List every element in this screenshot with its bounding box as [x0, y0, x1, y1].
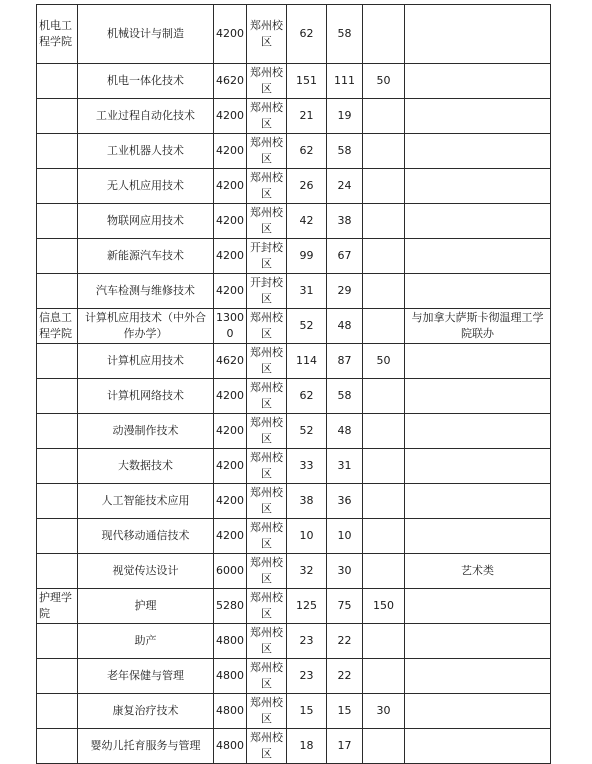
tuition-cell: 4800 — [214, 694, 247, 729]
college-cell — [37, 134, 78, 169]
college-cell: 信息工程学院 — [37, 309, 78, 344]
major-cell: 助产 — [78, 624, 214, 659]
plan-count-cell: 31 — [287, 274, 327, 309]
table-row — [37, 274, 551, 309]
major-cell: 工业机器人技术 — [78, 134, 214, 169]
tuition-cell: 4200 — [214, 239, 247, 274]
campus-cell: 郑州校区 — [247, 694, 287, 729]
major-cell: 机电一体化技术 — [78, 64, 214, 99]
count-cell: 30 — [327, 554, 363, 589]
major-cell: 汽车检测与维修技术 — [78, 274, 214, 309]
extra-count-cell — [363, 204, 405, 239]
major-cell: 老年保健与管理 — [78, 659, 214, 694]
count-cell: 67 — [327, 239, 363, 274]
table-row — [37, 64, 551, 99]
note-cell — [405, 624, 551, 659]
college-cell — [37, 729, 78, 764]
college-cell — [37, 239, 78, 274]
table-row — [37, 519, 551, 554]
plan-count-cell: 62 — [287, 134, 327, 169]
table-row — [37, 414, 551, 449]
extra-count-cell — [363, 519, 405, 554]
major-cell: 康复治疗技术 — [78, 694, 214, 729]
extra-count-cell — [363, 5, 405, 64]
note-cell — [405, 414, 551, 449]
table-row — [37, 239, 551, 274]
extra-count-cell — [363, 169, 405, 204]
count-cell: 36 — [327, 484, 363, 519]
campus-cell: 郑州校区 — [247, 659, 287, 694]
table-row — [37, 484, 551, 519]
tuition-cell: 4200 — [214, 204, 247, 239]
plan-count-cell: 42 — [287, 204, 327, 239]
tuition-cell: 4200 — [214, 99, 247, 134]
table-row — [37, 449, 551, 484]
major-cell: 计算机应用技术 — [78, 344, 214, 379]
plan-count-cell: 52 — [287, 309, 327, 344]
major-cell: 护理 — [78, 589, 214, 624]
extra-count-cell — [363, 99, 405, 134]
tuition-cell: 4200 — [214, 449, 247, 484]
count-cell: 15 — [327, 694, 363, 729]
count-cell: 29 — [327, 274, 363, 309]
note-cell — [405, 729, 551, 764]
plan-count-cell: 38 — [287, 484, 327, 519]
count-cell: 48 — [327, 309, 363, 344]
college-cell — [37, 99, 78, 134]
tuition-cell: 4620 — [214, 344, 247, 379]
campus-cell: 郑州校区 — [247, 379, 287, 414]
campus-cell: 郑州校区 — [247, 204, 287, 239]
campus-cell: 郑州校区 — [247, 309, 287, 344]
college-cell — [37, 624, 78, 659]
major-cell: 婴幼儿托育服务与管理 — [78, 729, 214, 764]
note-cell — [405, 484, 551, 519]
note-cell — [405, 519, 551, 554]
tuition-cell: 6000 — [214, 554, 247, 589]
table-row — [37, 5, 551, 64]
college-cell — [37, 694, 78, 729]
extra-count-cell — [363, 414, 405, 449]
extra-count-cell — [363, 239, 405, 274]
tuition-cell: 4200 — [214, 169, 247, 204]
note-cell — [405, 274, 551, 309]
campus-cell: 郑州校区 — [247, 344, 287, 379]
extra-count-cell: 50 — [363, 344, 405, 379]
count-cell: 38 — [327, 204, 363, 239]
college-cell — [37, 484, 78, 519]
major-cell: 动漫制作技术 — [78, 414, 214, 449]
enrollment-table — [36, 4, 551, 764]
plan-count-cell: 26 — [287, 169, 327, 204]
tuition-cell: 4200 — [214, 134, 247, 169]
extra-count-cell — [363, 659, 405, 694]
plan-count-cell: 62 — [287, 5, 327, 64]
campus-cell: 郑州校区 — [247, 64, 287, 99]
count-cell: 75 — [327, 589, 363, 624]
major-cell: 计算机应用技术（中外合作办学） — [78, 309, 214, 344]
note-cell — [405, 449, 551, 484]
plan-count-cell: 23 — [287, 659, 327, 694]
plan-count-cell: 32 — [287, 554, 327, 589]
note-cell — [405, 64, 551, 99]
tuition-cell: 4200 — [214, 414, 247, 449]
tuition-cell: 4800 — [214, 729, 247, 764]
note-cell — [405, 5, 551, 64]
plan-count-cell: 52 — [287, 414, 327, 449]
table-row — [37, 729, 551, 764]
college-cell — [37, 64, 78, 99]
campus-cell: 郑州校区 — [247, 449, 287, 484]
campus-cell: 郑州校区 — [247, 169, 287, 204]
tuition-cell: 4200 — [214, 274, 247, 309]
campus-cell: 开封校区 — [247, 239, 287, 274]
plan-count-cell: 21 — [287, 99, 327, 134]
major-cell: 人工智能技术应用 — [78, 484, 214, 519]
count-cell: 22 — [327, 659, 363, 694]
count-cell: 10 — [327, 519, 363, 554]
college-cell — [37, 204, 78, 239]
college-cell — [37, 169, 78, 204]
count-cell: 48 — [327, 414, 363, 449]
major-cell: 计算机网络技术 — [78, 379, 214, 414]
tuition-cell: 5280 — [214, 589, 247, 624]
tuition-cell: 4800 — [214, 624, 247, 659]
count-cell: 58 — [327, 5, 363, 64]
campus-cell: 郑州校区 — [247, 414, 287, 449]
count-cell: 17 — [327, 729, 363, 764]
campus-cell: 郑州校区 — [247, 484, 287, 519]
count-cell: 22 — [327, 624, 363, 659]
college-cell — [37, 554, 78, 589]
tuition-cell: 4620 — [214, 64, 247, 99]
extra-count-cell — [363, 449, 405, 484]
note-cell — [405, 169, 551, 204]
count-cell: 24 — [327, 169, 363, 204]
major-cell: 工业过程自动化技术 — [78, 99, 214, 134]
plan-count-cell: 114 — [287, 344, 327, 379]
major-cell: 机械设计与制造 — [78, 5, 214, 64]
college-cell — [37, 659, 78, 694]
extra-count-cell — [363, 274, 405, 309]
note-cell — [405, 239, 551, 274]
major-cell: 大数据技术 — [78, 449, 214, 484]
extra-count-cell — [363, 134, 405, 169]
note-cell: 艺术类 — [405, 554, 551, 589]
note-cell — [405, 134, 551, 169]
college-cell — [37, 414, 78, 449]
extra-count-cell — [363, 379, 405, 414]
table-row — [37, 624, 551, 659]
plan-count-cell: 18 — [287, 729, 327, 764]
college-cell — [37, 449, 78, 484]
major-cell: 视觉传达设计 — [78, 554, 214, 589]
table-body — [37, 5, 551, 764]
plan-count-cell: 125 — [287, 589, 327, 624]
count-cell: 31 — [327, 449, 363, 484]
note-cell: 与加拿大萨斯卡彻温理工学院联办 — [405, 309, 551, 344]
college-cell — [37, 274, 78, 309]
table-row — [37, 204, 551, 239]
plan-count-cell: 23 — [287, 624, 327, 659]
campus-cell: 郑州校区 — [247, 589, 287, 624]
count-cell: 87 — [327, 344, 363, 379]
extra-count-cell — [363, 309, 405, 344]
tuition-cell: 13000 — [214, 309, 247, 344]
plan-count-cell: 10 — [287, 519, 327, 554]
note-cell — [405, 204, 551, 239]
plan-count-cell: 62 — [287, 379, 327, 414]
college-cell — [37, 344, 78, 379]
campus-cell: 郑州校区 — [247, 554, 287, 589]
campus-cell: 郑州校区 — [247, 99, 287, 134]
plan-count-cell: 151 — [287, 64, 327, 99]
tuition-cell: 4200 — [214, 484, 247, 519]
extra-count-cell — [363, 624, 405, 659]
tuition-cell: 4200 — [214, 5, 247, 64]
count-cell: 111 — [327, 64, 363, 99]
extra-count-cell — [363, 484, 405, 519]
college-cell — [37, 519, 78, 554]
major-cell: 物联网应用技术 — [78, 204, 214, 239]
major-cell: 现代移动通信技术 — [78, 519, 214, 554]
count-cell: 58 — [327, 134, 363, 169]
table-row — [37, 554, 551, 589]
note-cell — [405, 589, 551, 624]
count-cell: 19 — [327, 99, 363, 134]
table-row — [37, 659, 551, 694]
extra-count-cell: 30 — [363, 694, 405, 729]
table-row — [37, 99, 551, 134]
extra-count-cell — [363, 554, 405, 589]
note-cell — [405, 99, 551, 134]
major-cell: 无人机应用技术 — [78, 169, 214, 204]
note-cell — [405, 344, 551, 379]
table-row — [37, 309, 551, 344]
table-row — [37, 694, 551, 729]
tuition-cell: 4800 — [214, 659, 247, 694]
extra-count-cell — [363, 729, 405, 764]
campus-cell: 郑州校区 — [247, 519, 287, 554]
table-row — [37, 134, 551, 169]
campus-cell: 开封校区 — [247, 274, 287, 309]
campus-cell: 郑州校区 — [247, 134, 287, 169]
campus-cell: 郑州校区 — [247, 624, 287, 659]
note-cell — [405, 659, 551, 694]
major-cell: 新能源汽车技术 — [78, 239, 214, 274]
tuition-cell: 4200 — [214, 519, 247, 554]
table-row — [37, 169, 551, 204]
note-cell — [405, 379, 551, 414]
extra-count-cell: 50 — [363, 64, 405, 99]
tuition-cell: 4200 — [214, 379, 247, 414]
college-cell: 机电工程学院 — [37, 5, 78, 64]
plan-count-cell: 15 — [287, 694, 327, 729]
count-cell: 58 — [327, 379, 363, 414]
plan-count-cell: 33 — [287, 449, 327, 484]
plan-count-cell: 99 — [287, 239, 327, 274]
table-row — [37, 589, 551, 624]
extra-count-cell: 150 — [363, 589, 405, 624]
table-row — [37, 379, 551, 414]
table-row — [37, 344, 551, 379]
note-cell — [405, 694, 551, 729]
campus-cell: 郑州校区 — [247, 5, 287, 64]
campus-cell: 郑州校区 — [247, 729, 287, 764]
college-cell — [37, 379, 78, 414]
college-cell: 护理学院 — [37, 589, 78, 624]
